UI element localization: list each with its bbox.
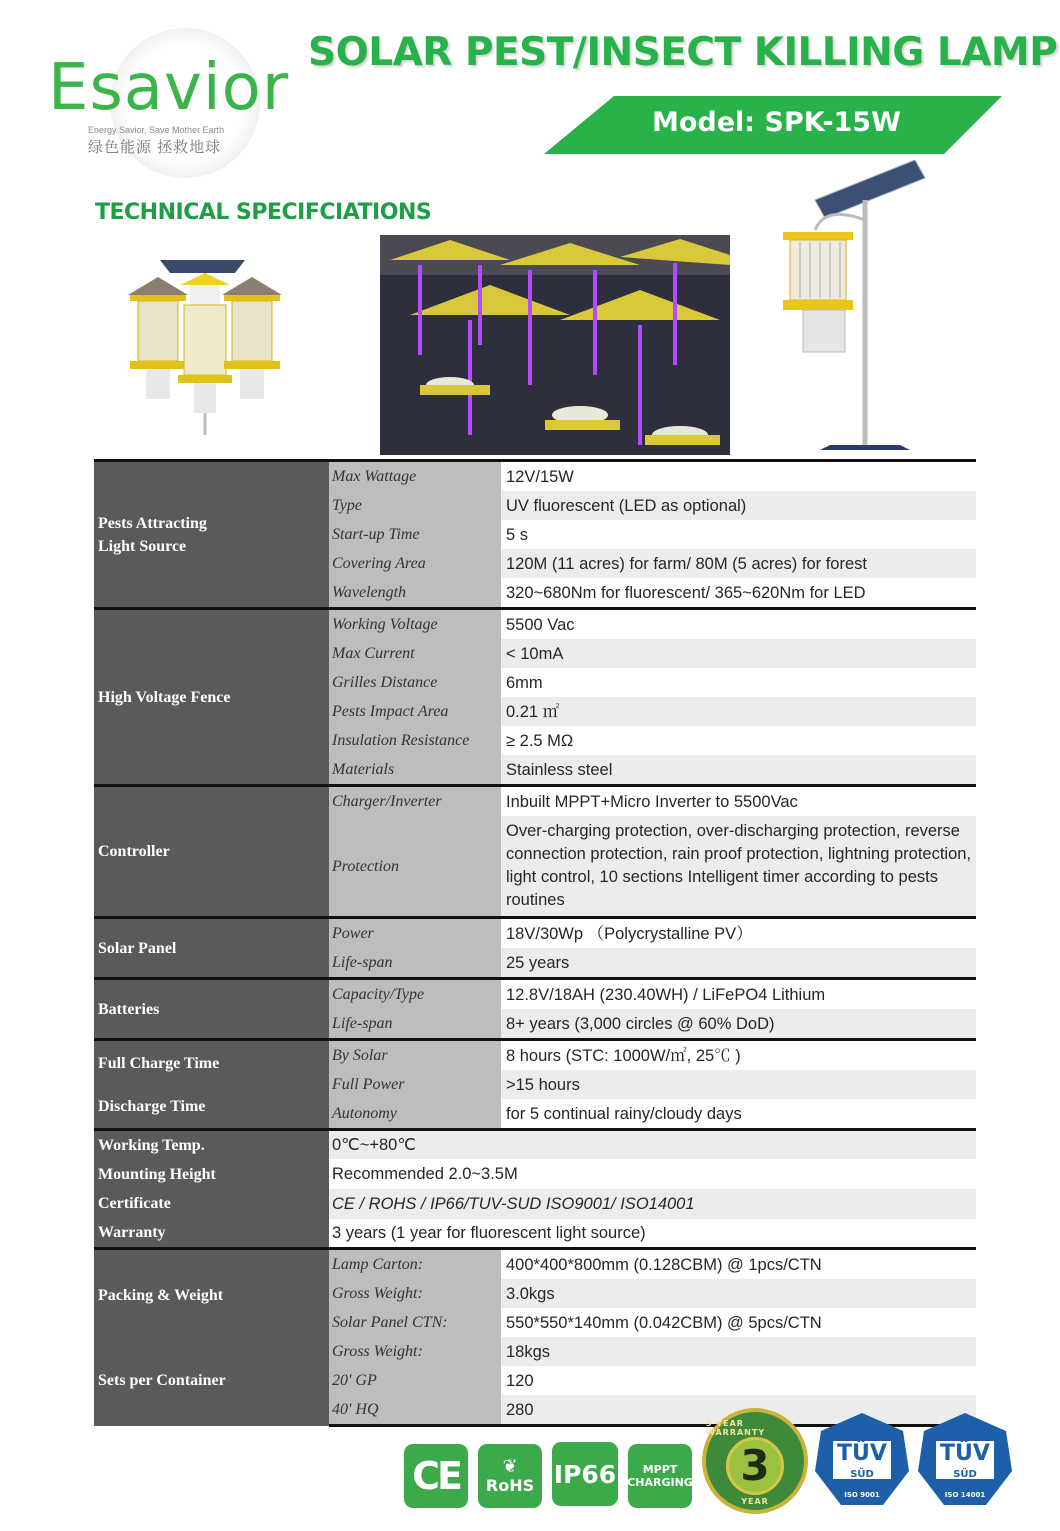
spec-label: Life-span — [329, 948, 501, 979]
mppt-charging-badge: MPPT CHARGING — [628, 1444, 692, 1508]
table-row — [94, 918, 976, 949]
spec-label: Covering Area — [329, 549, 501, 578]
spec-value: >15 hours — [501, 1070, 976, 1099]
general-label: Warranty — [98, 1224, 166, 1241]
category-solar-panel: Solar Panel — [94, 918, 329, 979]
section-heading: TECHNICAL SPECIFCIATIONS — [95, 200, 432, 225]
rohs-badge: ❦ RoHS — [478, 1444, 542, 1508]
spec-value: for 5 continual rainy/cloudy days — [501, 1099, 976, 1130]
table-row — [94, 609, 976, 640]
warranty-number: 3 — [726, 1437, 784, 1495]
spec-label: Grilles Distance — [329, 668, 501, 697]
spec-label: Type — [329, 491, 501, 520]
category-controller: Controller — [94, 786, 329, 918]
spec-label: Capacity/Type — [329, 979, 501, 1010]
pole-lamp-photo — [775, 160, 930, 450]
spec-value: 0.21 ㎡ — [501, 697, 976, 726]
model-banner — [544, 96, 1002, 154]
spec-label: Gross Weight: — [329, 1279, 501, 1308]
category-full-charge: Full Charge Time — [98, 1054, 220, 1072]
spec-value: ≥ 2.5 MΩ — [501, 726, 976, 755]
spec-value: 5500 Vac — [501, 609, 976, 640]
spec-label: Power — [329, 918, 501, 949]
spec-label: 40' HQ — [329, 1395, 501, 1426]
spec-label: Charger/Inverter — [329, 786, 501, 817]
spec-label: By Solar — [329, 1040, 501, 1071]
spec-label: Insulation Resistance — [329, 726, 501, 755]
tuv-iso9001-badge: TÜV SÜD ISO 9001 — [813, 1411, 911, 1509]
spec-value: 400*400*800mm (0.128CBM) @ 1pcs/CTN — [501, 1249, 976, 1280]
spec-value: 25 years — [501, 948, 976, 979]
category-packing-weight: Packing & Weight — [98, 1286, 224, 1304]
category-light-source: Pests Attracting Light Source — [94, 461, 329, 609]
spec-value: 12.8V/18AH (230.40WH) / LiFePO4 Lithium — [501, 979, 976, 1010]
page-title: SOLAR PEST/INSECT KILLING LAMP — [308, 30, 1058, 75]
table-row — [94, 1130, 976, 1160]
spec-label: Life-span — [329, 1009, 501, 1040]
spec-value: 120M (11 acres) for farm/ 80M (5 acres) for forest — [501, 549, 976, 578]
spec-table — [94, 459, 976, 1427]
spec-value: 320~680Nm for fluorescent/ 365~620Nm for LED — [501, 578, 976, 609]
spec-value: 3.0kgs — [501, 1279, 976, 1308]
spec-value: Inbuilt MPPT+Micro Inverter to 5500Vac — [501, 786, 976, 817]
category-discharge: Discharge Time — [98, 1097, 206, 1115]
general-label: Working Temp. — [98, 1137, 205, 1154]
spec-value: 0℃~+80℃ — [329, 1130, 976, 1160]
spec-value: 18kgs — [501, 1337, 976, 1366]
spec-value: CE / ROHS / IP66/TUV-SUD ISO9001/ ISO14001 — [329, 1189, 976, 1219]
certification-badges — [400, 1406, 1020, 1521]
spec-label: Gross Weight: — [329, 1337, 501, 1366]
spec-value: 6mm — [501, 668, 976, 697]
spec-value: < 10mA — [501, 639, 976, 668]
logo-wordmark: Esavior — [48, 51, 290, 125]
spec-label: Max Current — [329, 639, 501, 668]
spec-label: Full Power — [329, 1070, 501, 1099]
ce-badge: CE — [404, 1444, 468, 1508]
category-sets-container: Sets per Container — [98, 1371, 226, 1389]
spec-label: 20' GP — [329, 1366, 501, 1395]
table-row — [94, 1249, 976, 1280]
category-fence: High Voltage Fence — [94, 609, 329, 786]
table-row — [94, 461, 976, 492]
spec-value: Over-charging protection, over-discharging protection, reverse connection protection, rain proof protection, lightning protection, light control, 10 sections Intelligent timer according to pests routines — [501, 816, 976, 918]
table-row — [94, 786, 976, 817]
model-label: Model: SPK-15W — [652, 107, 901, 138]
spec-label: Solar Panel CTN: — [329, 1308, 501, 1337]
spec-value: 3 years (1 year for fluorescent light source) — [329, 1219, 976, 1249]
spec-value: 280 — [501, 1395, 976, 1426]
spec-value: Stainless steel — [501, 755, 976, 786]
warranty-seal: 3 YEAR WARRANTY 3 YEAR — [702, 1408, 808, 1514]
spec-value: 120 — [501, 1366, 976, 1395]
tuv-iso14001-badge: TÜV SÜD ISO 14001 — [916, 1411, 1014, 1509]
spec-value: 12V/15W — [501, 461, 976, 492]
spec-label: Lamp Carton: — [329, 1249, 501, 1280]
leaf-icon: ❦ — [502, 1455, 518, 1477]
spec-label: Autonomy — [329, 1099, 501, 1130]
general-label: Certificate — [98, 1195, 171, 1212]
general-label: Mounting Height — [98, 1166, 216, 1183]
spec-label: Pests Impact Area — [329, 697, 501, 726]
logo-tagline: Energy Savior, Save Mother Earth — [88, 125, 225, 135]
brand-logo — [48, 28, 288, 178]
logo-tagline-cn: 绿色能源 拯救地球 — [88, 139, 222, 156]
spec-label: Materials — [329, 755, 501, 786]
category-charge — [94, 1040, 329, 1130]
spec-value: 550*550*140mm (0.042CBM) @ 5pcs/CTN — [501, 1308, 976, 1337]
table-row — [94, 979, 976, 1010]
spec-label: Protection — [329, 816, 501, 918]
ip66-badge: IP66 — [552, 1442, 618, 1506]
spec-value: 5 s — [501, 520, 976, 549]
spec-label: Wavelength — [329, 578, 501, 609]
category-general — [94, 1130, 329, 1249]
table-row — [94, 1040, 976, 1071]
spec-value: 8+ years (3,000 circles @ 60% DoD) — [501, 1009, 976, 1040]
lamp-cluster-photo — [120, 255, 290, 435]
spec-value: Recommended 2.0~3.5M — [329, 1159, 976, 1189]
spec-value: 8 hours (STC: 1000W/㎡, 25℃ ) — [501, 1040, 976, 1071]
spec-label: Start-up Time — [329, 520, 501, 549]
spec-value: UV fluorescent (LED as optional) — [501, 491, 976, 520]
uv-lamps-photo — [380, 235, 730, 455]
spec-value: 18V/30Wp （Polycrystalline PV） — [501, 918, 976, 949]
spec-label: Max Wattage — [329, 461, 501, 492]
category-packing — [94, 1249, 329, 1426]
spec-label: Working Voltage — [329, 609, 501, 640]
category-batteries: Batteries — [94, 979, 329, 1040]
